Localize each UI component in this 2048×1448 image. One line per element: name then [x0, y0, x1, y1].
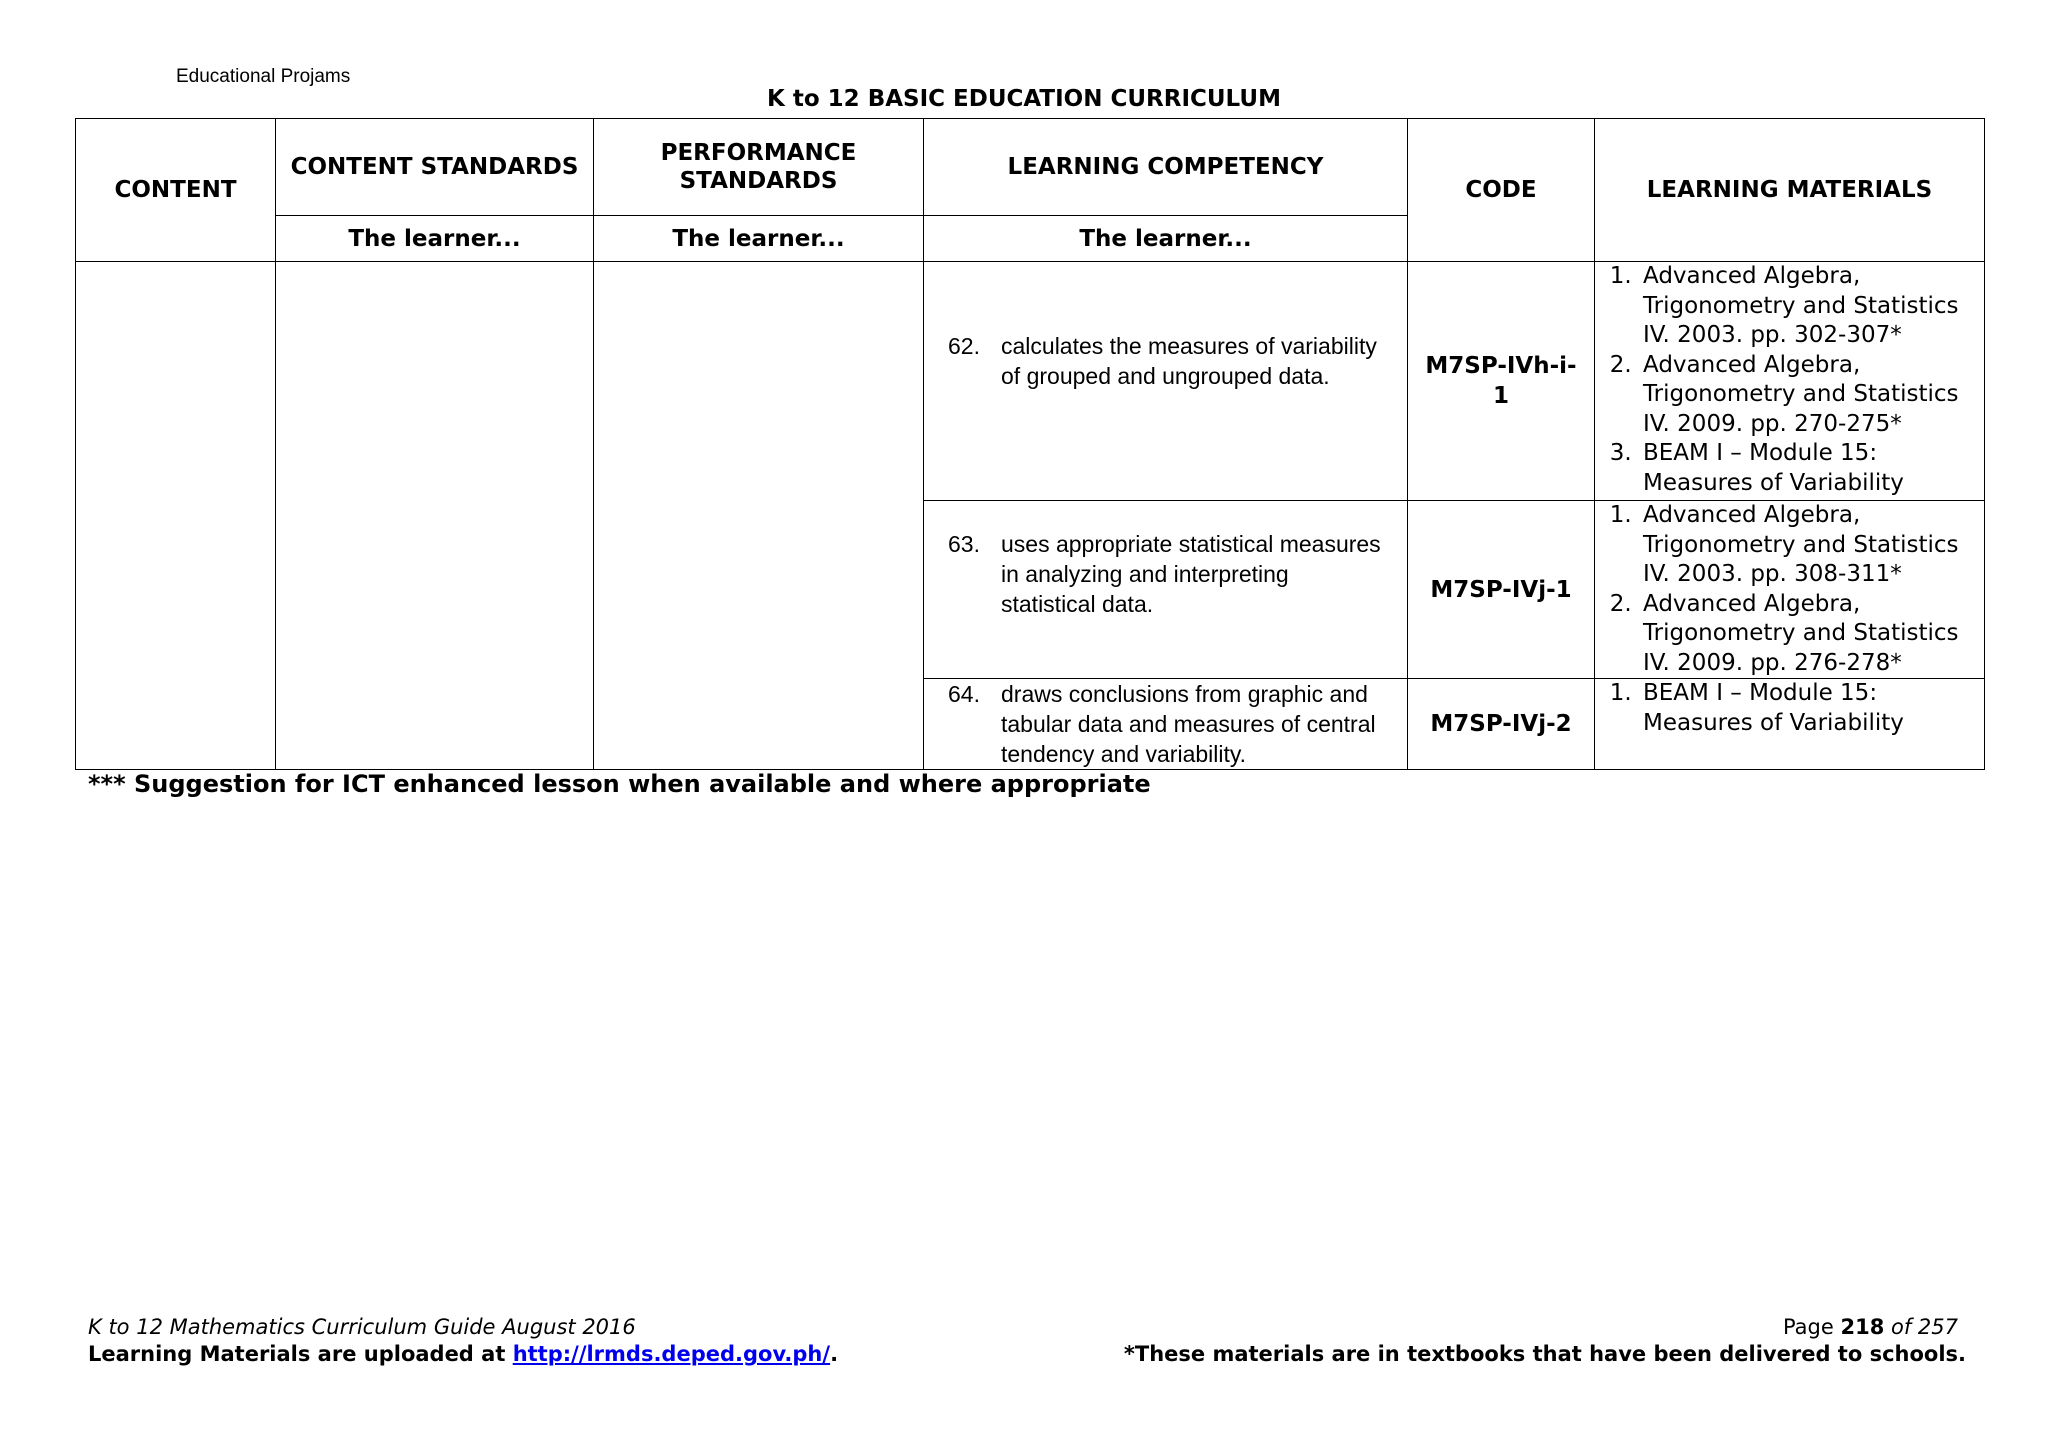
- subheader-learning-competency: The learner...: [924, 216, 1408, 262]
- footer-right: [1124, 1314, 1966, 1368]
- footer-upload-note: [88, 1341, 838, 1368]
- competency-cell: [924, 262, 1408, 501]
- competency-code: M7SP-IVh-i-1: [1425, 353, 1577, 409]
- materials-list: [1595, 262, 1984, 498]
- competency-number: 63.: [948, 531, 980, 557]
- list-item: 3. BEAM I – Module 15: Measures of Variability: [1639, 439, 1976, 498]
- list-item: 1. Advanced Algebra, Trigonometry and Statistics IV. 2003. pp. 308-311*: [1639, 501, 1976, 590]
- page-total: of 257: [1884, 1315, 1958, 1339]
- list-item: 2. Advanced Algebra, Trigonometry and Statistics IV. 2009. pp. 276-278*: [1639, 590, 1976, 679]
- list-item: 1. BEAM I – Module 15: Measures of Variability: [1639, 679, 1976, 738]
- competency-code: M7SP-IVj-2: [1430, 711, 1572, 737]
- curriculum-table: [75, 118, 1985, 770]
- page-number: 218: [1840, 1315, 1885, 1339]
- footer-left: [88, 1314, 838, 1368]
- materials-cell: [1595, 262, 1985, 501]
- code-cell: [1408, 262, 1595, 501]
- watermark-text: Educational Projams: [176, 66, 351, 87]
- list-item: 2. Advanced Algebra, Trigonometry and Statistics IV. 2009. pp. 270-275*: [1639, 351, 1976, 440]
- header-row: [76, 119, 1985, 216]
- footer-upload-suffix: .: [830, 1342, 839, 1366]
- code-cell: [1408, 679, 1595, 770]
- competency-text: draws conclusions from graphic and tabular data and measures of central tendency and variability.: [1001, 681, 1376, 767]
- competency-cell: [924, 679, 1408, 770]
- document-title: K to 12 BASIC EDUCATION CURRICULUM: [767, 86, 1281, 112]
- header-content-standards: CONTENT STANDARDS: [276, 119, 594, 216]
- competency-code: M7SP-IVj-1: [1430, 576, 1572, 603]
- code-cell: [1408, 501, 1595, 679]
- header-content: CONTENT: [76, 119, 276, 262]
- performance-standards-cell: [594, 262, 924, 770]
- header-performance-standards: PERFORMANCE STANDARDS: [594, 119, 924, 216]
- footer-guide-title: K to 12 Mathematics Curriculum Guide August 2016: [88, 1315, 636, 1339]
- competency-text: uses appropriate statistical measures in analyzing and interpreting statistical data.: [1001, 531, 1381, 617]
- subheader-performance-standards: The learner...: [594, 216, 924, 262]
- header-code: CODE: [1408, 119, 1595, 262]
- competency-number: 64.: [948, 681, 980, 707]
- materials-list: [1595, 501, 1984, 678]
- textbook-note: *These materials are in textbooks that have been delivered to schools.: [1123, 1342, 1966, 1366]
- competency-number: 62.: [948, 333, 980, 359]
- page-label: Page: [1782, 1315, 1841, 1339]
- materials-cell: [1595, 501, 1985, 679]
- competency-text: calculates the measures of variability of grouped and ungrouped data.: [1001, 333, 1377, 389]
- list-item: 1. Advanced Algebra, Trigonometry and Statistics IV. 2003. pp. 302-307*: [1639, 262, 1976, 351]
- table-row: [76, 262, 1985, 501]
- footer-upload-prefix: Learning Materials are uploaded at: [88, 1342, 513, 1366]
- materials-cell: [1595, 679, 1985, 770]
- content-cell: [76, 262, 276, 770]
- header-learning-competency: LEARNING COMPETENCY: [924, 119, 1408, 216]
- content-standards-cell: [276, 262, 594, 770]
- page-indicator: [1124, 1314, 1966, 1341]
- subheader-content-standards: The learner...: [276, 216, 594, 262]
- competency-cell: [924, 501, 1408, 679]
- header-learning-materials: LEARNING MATERIALS: [1595, 119, 1985, 262]
- ict-note: *** Suggestion for ICT enhanced lesson when available and where appropriate: [88, 770, 1151, 798]
- lrmds-link[interactable]: http://lrmds.deped.gov.ph/: [512, 1342, 831, 1366]
- materials-list: [1595, 679, 1984, 738]
